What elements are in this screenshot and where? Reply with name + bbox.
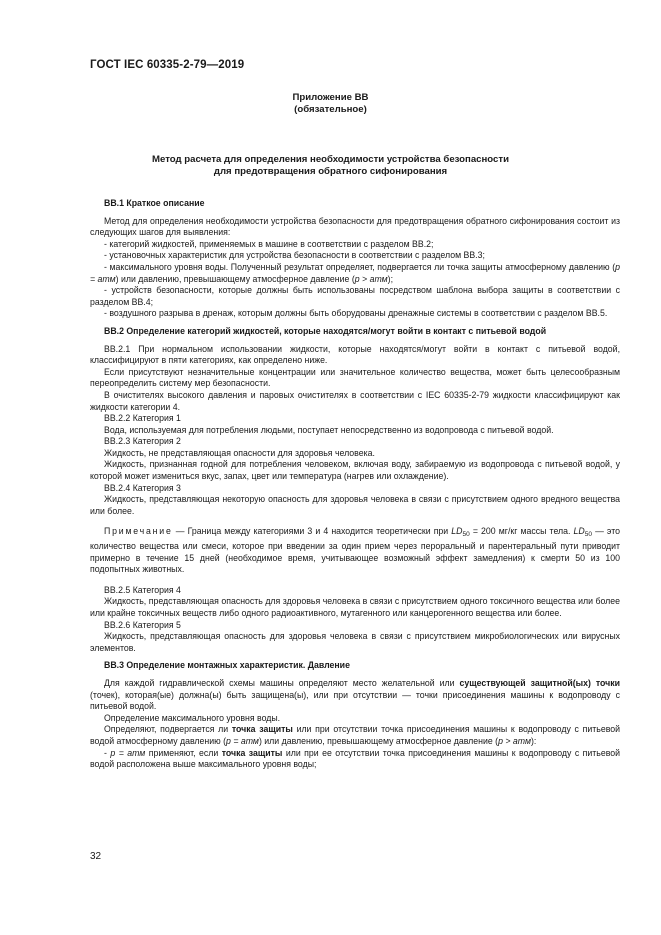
annex-title: Приложение ВВ — [292, 92, 369, 103]
body-text — [90, 198, 620, 771]
paragraph: Жидкость, представляющая опасность для здоровья человека в связи с присутствием микробиологических или вирусных элементов. — [90, 631, 620, 653]
paragraph: В очистителях высокого давления и паровых очистителях в соответствии с IEC 60335-2-79 жидкости классифицируют как жидкости категории 4. — [90, 389, 620, 412]
document-title-line1: Метод расчета для определения необходимости устройства безопасности — [152, 154, 509, 165]
list-item: - устройств безопасности, которые должны быть использованы посредством шаблона выбора защиты в соответствии с разделом ВВ.4; — [90, 285, 620, 307]
paragraph: Жидкость, признанная годной для потребления человеком, включая воду, забираемую из водопровода с питьевой водой, у которой может измениться вкус, запах, цвет или температура (нагрев или охлаждение). — [90, 459, 620, 482]
paragraph: Для каждой гидравлической схемы машины определяют место желательной или существующей защитной(ых) точки (точек), которая(ые) должна(ы) быть защищена(ы), или при отсутствии — точки присоединения машины к водопроводу с питьевой водой. — [90, 677, 621, 712]
paragraph: ВВ.2.1 При нормальном использовании жидкости, которые находятся/могут войти в контакт с питьевой водой, классифицируют в пяти категориях, как определено ниже. — [90, 343, 620, 366]
list-item: - p = атм применяют, если точка защиты или при ее отсутствии точка присоединения машины к водопроводу с питьевой водой расположена выше максимального уровня воды; — [90, 747, 621, 770]
paragraph: Жидкость, представляющая опасность для здоровья человека в связи с присутствием одного токсичного вещества или более или крайне токсичных веществ либо одного радиоактивного, мутагенного или канцерогенного вещества или более. — [90, 596, 620, 618]
section-heading-bb3: ВВ.3 Определение монтажных характеристик. Давление — [104, 660, 350, 671]
section-heading-bb1: ВВ.1 Краткое описание — [104, 198, 205, 208]
list-item: - установочных характеристик для устройства безопасности в соответствии с разделом ВВ.3; — [104, 250, 485, 261]
list-item: - максимального уровня воды. Полученный результат определяет, подвергается ли точка защиты атмосферному давлению (p = атм) или давлению, превышающему атмосферное давление (p > атм); — [90, 261, 620, 284]
paragraph: Определение максимального уровня воды. — [104, 712, 281, 723]
section-heading-bb2: ВВ.2 Определение категорий жидкостей, которые находятся/могут войти в контакт с питьевой водой — [104, 325, 547, 336]
paragraph: Метод для определения необходимости устройства безопасности для предотвращения обратного сифонирования состоит из следующих шагов для выявления: — [90, 215, 620, 238]
annex-status: (обязательное) — [294, 104, 367, 115]
category-title: ВВ.2.4 Категория 3 — [104, 482, 181, 493]
paragraph: Определяют, подвергается ли точка защиты или при отсутствии точка присоединения машины к водопроводу с питьевой водой атмосферному давлению (p = атм) или давлению, превышающему атмосферное давление (p > атм): — [90, 724, 620, 746]
category-title: ВВ.2.3 Категория 2 — [104, 436, 181, 447]
document-title-line2: для предотвращения обратного сифонирования — [213, 166, 448, 177]
list-item: - воздушного разрыва в дренаж, которым должны быть оборудованы дренажные системы в соответствии с разделом ВВ.5. — [104, 308, 608, 319]
paragraph: Вода, используемая для потребления людьми, поступает непосредственно из водопровода с питьевой водой. — [104, 424, 554, 435]
category-title: ВВ.2.6 Категория 5 — [104, 619, 181, 630]
category-title: ВВ.2.5 Категория 4 — [104, 584, 181, 595]
page-number: 32 — [90, 851, 102, 862]
note: Примечание — Граница между категориями 3 и 4 находится теоретически при $LD_{50} = 200$ мг/кг массы тела. $LD_{50}$ — это количество вещества или смеси, которое при введении за один прием через пероральный и парентеральный пути приводит примерно в течение 15 дней (необходимое время, учитывающее возможный эффект замедления) к смерти 50 из 100 подопытных животных. — [90, 526, 620, 575]
paragraph: Жидкость, не представляющая опасности для здоровья человека. — [104, 447, 375, 458]
paragraph: Если присутствуют незначительные концентрации или значительное количество вещества, может быть целесообразным переопределить систему мер безопасности. — [90, 366, 620, 389]
paragraph: Жидкость, представляющая некоторую опасность для здоровья человека в связи с присутствием одного вредного вещества или более. — [90, 494, 620, 516]
list-item: - категорий жидкостей, применяемых в машине в соответствии с разделом ВВ.2; — [104, 238, 434, 249]
standard-header: ГОСТ IEC 60335-2-79—2019 — [90, 59, 245, 71]
category-title: ВВ.2.2 Категория 1 — [104, 413, 181, 424]
